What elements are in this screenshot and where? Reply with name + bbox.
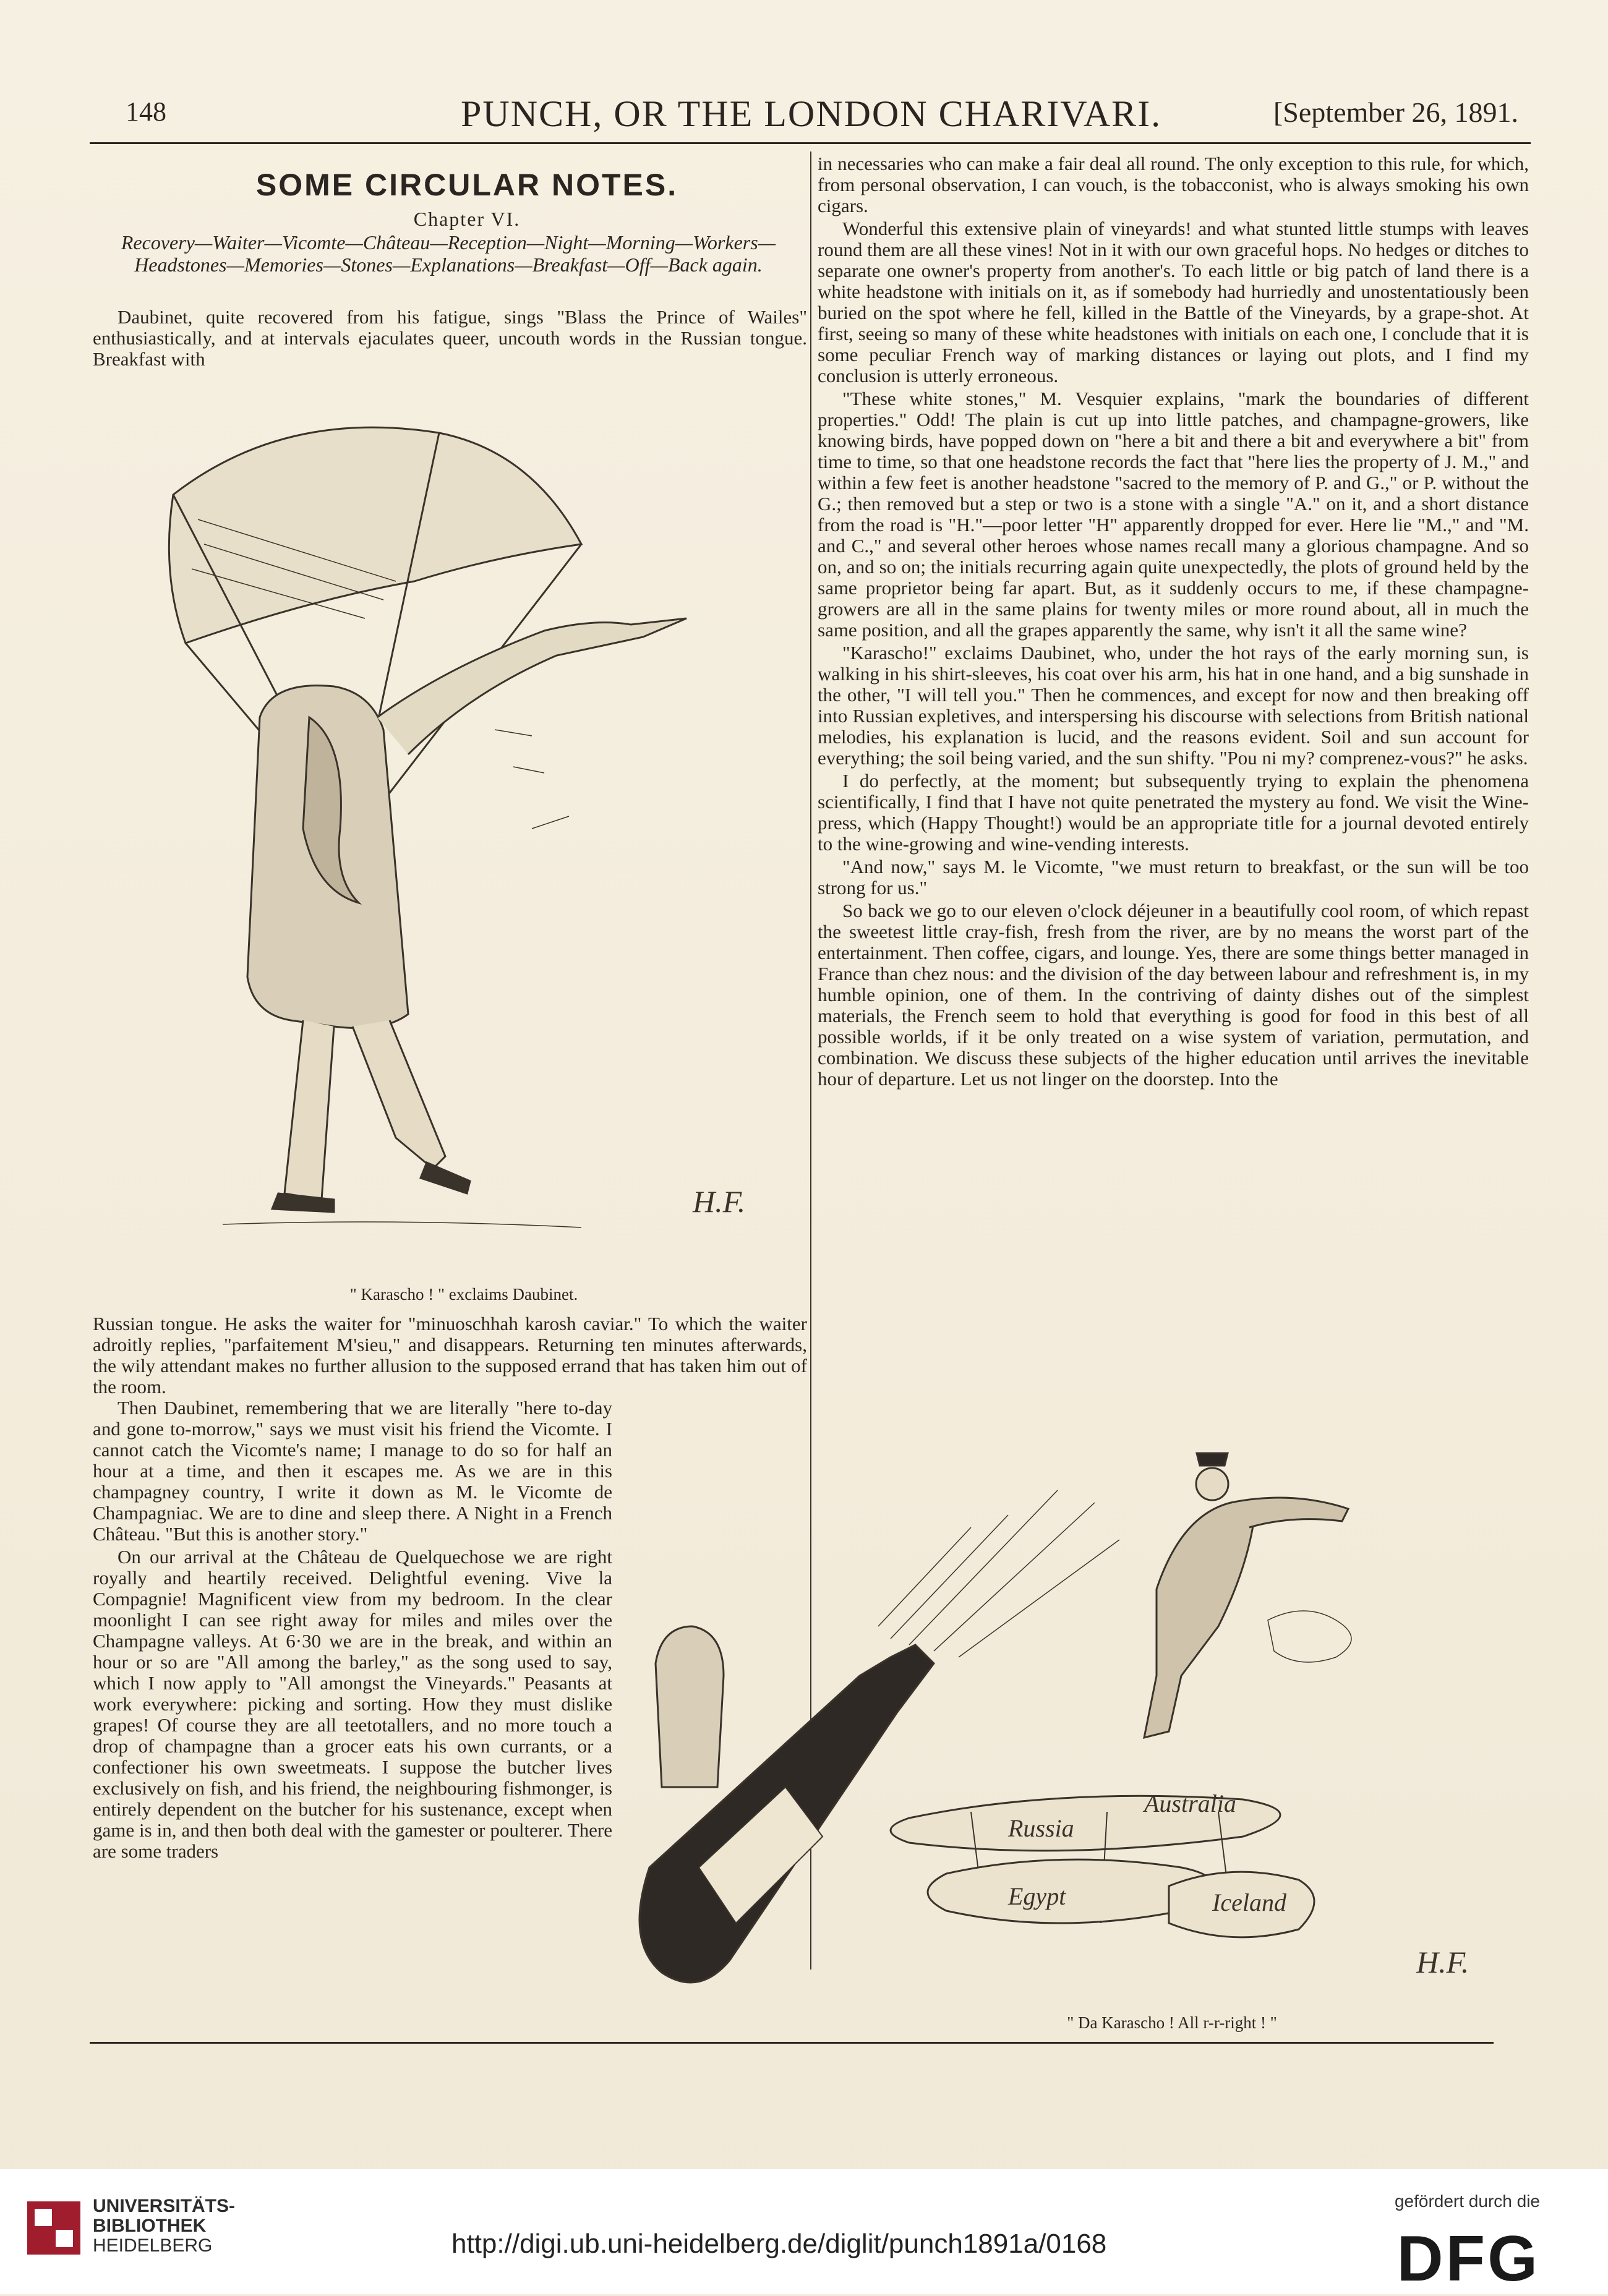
- glass-label-egypt: Egypt: [1008, 1882, 1066, 1910]
- glass-label-russia: Russia: [1008, 1814, 1074, 1842]
- right-paragraph-1: in necessaries who can make a fair deal all round. The only exception to this rule, for which, from personal observation, I can vouch, is the tobacconist, who is always smoking his own cigars.: [818, 153, 1529, 216]
- magazine-title: PUNCH, OR THE LONDON CHARIVARI.: [461, 93, 1162, 134]
- right-paragraph-3: "These white stones," M. Vesquier explains, "mark the boundaries of different properties." Odd! The plain is cut up into little patches, and champagne-growers, like knowing birds, have popped down on "here a bit and there a bit and everywhere a bit" from time to time, so that one headstone records the fact that "here lies the property of J. M.," and within a few feet is another headstone "sacred to the memory of P. and G.," or P. without the G.; then removed but a step or two is a stone with a single "A." on it, and a short distance from the road is "H."—poor letter "H" apparently dropped for ever. Here lie "M.," and "M. and C.," and several other heroes whose names recall many a glorious champagne. And so on, and so on; the initials recurring again quite unexpectedly, the plots of ground held by the same proprietor being far apart. But, as it suddenly occurs to me, if these champagne-growers are all in the same plains for twenty miles or more round about, all in much the same position, and all the grapes apparently the same, why isn't it all the same wine?: [818, 388, 1529, 641]
- svg-text:H.F.: H.F.: [1416, 1945, 1469, 1979]
- funded-by-text: gefördert durch die: [1394, 2191, 1540, 2211]
- left-paragraph-1: Russian tongue. He asks the waiter for "minuoschhah karosh caviar." To which the waiter adroitly replies, "parfaitement M'sieu," and disappears. Returning ten minutes afterwards, the wily attendant makes no further allusion to the supposed errand that has taken him out of the room.: [93, 1313, 807, 1398]
- left-paragraph-3: On our arrival at the Château de Quelquechose we are right royally and heartily received. Delightful evening. Vive la Compagnie! Magnificent view from my bedroom. In the clear moonlight I can see right away for miles and miles over the Champagne valleys. At 6·30 we are in the break, and within an hour or so are "All among the barley," as the song used to say, which I now apply to "All amongst the Vineyards." Peasants at work everywhere: picking and sorting. How they must dislike grapes! Of course they are all teetotallers, and no more touch a drop of champagne than a grocer eats his own currants, or a confectioner his own sweetmeats. I suppose the butcher lives exclusively on fish, and his friend, the neighbouring fishmonger, is entirely dependent on the butcher for his sustenance, except when game is in, and then both deal with the gamester or poulterer. There are some traders: [93, 1546, 612, 1862]
- champagne-bottle-illustration: [625, 1441, 1515, 2022]
- figure1-caption: " Karascho ! " exclaims Daubinet.: [349, 1285, 578, 1304]
- figure2-caption: " Da Karascho ! All r-r-right ! ": [1067, 2013, 1277, 2032]
- right-paragraph-6: "And now," says M. le Vicomte, "we must return to breakfast, or the sun will be too strong for us.": [818, 856, 1529, 898]
- library-name: UNIVERSITÄTS- BIBLIOTHEK HEIDELBERG: [93, 2196, 236, 2256]
- left-paragraph-2: Then Daubinet, remembering that we are literally "here to-day and gone to-morrow," says we must visit his friend the Vicomte. I cannot catch the Vicomte's name; I manage to do so for half an hour at a time, and then it escapes me. As we are in this champagney country, I write it down as M. le Vicomte de Champagniac. We are to dine and sleep there. A Night in a French Château. "But this is another story.": [93, 1397, 612, 1545]
- digitization-footer: [0, 2169, 1608, 2294]
- chapter-synopsis: Recovery—Waiter—Vicomte—Château—Reception—Night—Morning—Workers—Headstones—Memories—Stones—Explanations—Breakfast—Off—Back again.: [121, 231, 776, 276]
- chapter-heading: Chapter VI.: [413, 208, 521, 230]
- article-title: SOME CIRCULAR NOTES.: [255, 168, 678, 202]
- left-column-body-wide: [93, 1313, 807, 1399]
- page-number: 148: [126, 96, 166, 127]
- right-paragraph-4: "Karascho!" exclaims Daubinet, who, under the hot rays of the early morning sun, is walking in his shirt-sleeves, his coat over his arm, his hat in one hand, and a big sunshade in the other, "I will tell you." Then he commences, and except for now and then breaking off into Russian expletives, and interspersing his discourse with selections from British national melodies, his explanation is lucid, and the reasons evident. Soil and sun account for everything; the soil being varied, and the sun shifty. "Pou ni my? comprenez-vous?" he asks.: [818, 642, 1529, 769]
- svg-text:H.F.: H.F.: [693, 1184, 746, 1219]
- dfg-logo: DFG: [1396, 2223, 1540, 2295]
- page-bottom-rule: [90, 2042, 1494, 2044]
- library-logo-icon: [27, 2201, 80, 2255]
- right-paragraph-5: I do perfectly, at the moment; but subsequently trying to explain the phenomena scientifically, I find that I have not quite penetrated the mystery au fond. We visit the Wine-press, which (Happy Thought!) would be an appropriate title for a journal devoted entirely to the wine-growing and wine-vending interests.: [818, 770, 1529, 855]
- glass-label-australia: Australia: [1144, 1790, 1236, 1817]
- left-column-intro: [93, 307, 807, 372]
- umbrella-man-illustration: [148, 396, 779, 1274]
- page-header: [90, 87, 1531, 144]
- left-column-body-narrow: [93, 1398, 612, 1864]
- right-paragraph-7: So back we go to our eleven o'clock déjeuner in a beautifully cool room, of which repast the sweetest little cray-fish, fresh from the river, are by no means the worst part of the entertainment. Then coffee, cigars, and lounge. Yes, there are some things better managed in France than chez nous: and the division of the day between labour and refreshment is, in my humble opinion, one of them. In the contriving of dainty dishes out of the simplest materials, the French seem to hold that everything is good for food in this best of all possible worlds, if it be only treated on a wise system of variation, permutation, and combination. We discuss these subjects of the higher education until arrives the inevitable hour of departure. Let us not linger on the doorstep. Into the: [818, 900, 1529, 1090]
- permalink-url[interactable]: http://digi.ub.uni-heidelberg.de/diglit/punch1891a/0168: [451, 2229, 1107, 2259]
- intro-paragraph: Daubinet, quite recovered from his fatigue, sings "Blass the Prince of Wailes" enthusiastically, and at intervals ejaculates queer, uncouth words in the Russian tongue. Breakfast with: [93, 306, 807, 370]
- issue-date: [September 26, 1891.: [1273, 96, 1518, 128]
- right-column-body: [818, 153, 1529, 1091]
- right-paragraph-2: Wonderful this extensive plain of vineyards! and what stunted little stumps with leaves round them are all these vines! Not in it with our own graceful hops. No hedges or ditches to separate one owner's property from another's. To each little or big patch of land there is a white headstone with initials on it, as if somebody had hurriedly and unostentatiously been buried on the spot where he fell, killed in the Battle of the Vineyards, by a grape-shot. At first, seeing so many of these white headstones with initials on each one, I conclude that it is some peculiar French way of marking distances or laying out plots, and I find my conclusion is utterly erroneous.: [818, 218, 1529, 386]
- glass-label-iceland: Iceland: [1212, 1888, 1286, 1916]
